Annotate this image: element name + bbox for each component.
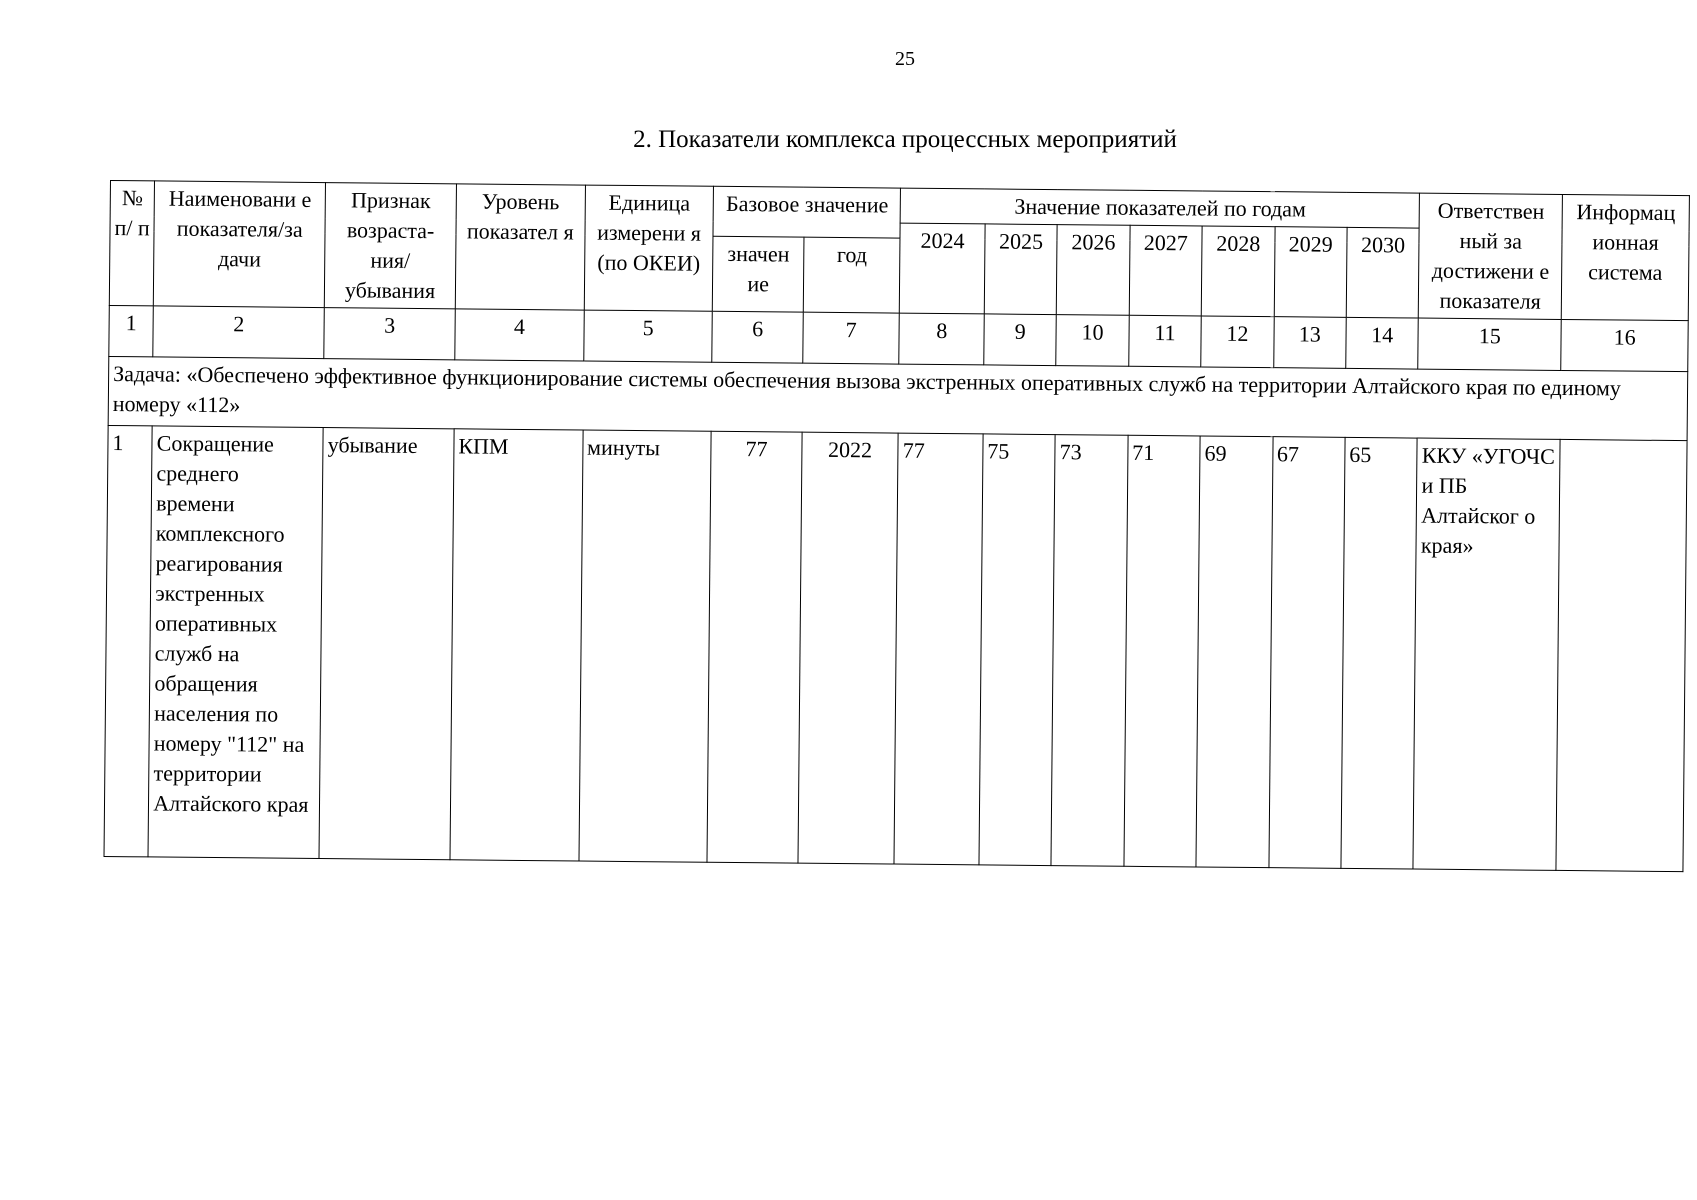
column-number: 12 [1201, 316, 1274, 368]
column-number: 13 [1273, 317, 1346, 369]
column-number: 10 [1056, 315, 1129, 367]
column-number: 1 [109, 305, 154, 356]
header-by-years: Значение показателей по годам [901, 188, 1420, 228]
column-number: 4 [455, 309, 584, 361]
cell-info-system [1556, 439, 1687, 871]
cell-year-value: 67 [1268, 437, 1345, 869]
cell-base-year: 2022 [798, 432, 899, 864]
column-number: 8 [899, 313, 984, 365]
header-year: 2026 [1057, 225, 1130, 316]
cell-year-value: 71 [1124, 435, 1201, 867]
column-number: 5 [583, 310, 712, 362]
section-title: 2. Показатели комплекса процессных мероприятий [633, 126, 1177, 153]
column-number: 3 [324, 308, 455, 360]
cell-year-value: 65 [1341, 437, 1418, 869]
table-row [104, 425, 1687, 871]
column-number: 6 [712, 311, 803, 363]
header-year: 2024 [900, 223, 985, 314]
header-responsible: Ответствен ный за достижени е показателя [1419, 193, 1563, 319]
header-num: № п/ п [109, 181, 154, 306]
cell-name: Сокращение среднего времени комплексного реагирования экстренных оперативных служб на обращения населения по номеру "112" на территории Алтайского края [148, 426, 323, 859]
column-number: 2 [153, 306, 324, 359]
header-year: 2028 [1201, 226, 1274, 317]
header-year: 2029 [1274, 227, 1347, 318]
column-number: 11 [1128, 315, 1201, 367]
header-unit: Единица измерени я (по ОКЕИ) [584, 185, 714, 311]
header-level: Уровень показател я [455, 184, 585, 310]
header-base-value: значен ие [713, 236, 804, 312]
cell-level: КПМ [450, 429, 583, 861]
column-number: 14 [1346, 317, 1419, 369]
column-number: 15 [1418, 318, 1561, 370]
cell-year-value: 69 [1196, 436, 1273, 868]
cell-unit: минуты [579, 430, 712, 862]
cell-year-value: 73 [1051, 435, 1128, 867]
header-info-system: Информац ионная система [1561, 194, 1689, 320]
header-trend: Признак возраста- ния/ убывания [325, 183, 457, 309]
indicators-table [104, 180, 1690, 872]
header-name: Наименовани е показателя/за дачи [154, 181, 326, 308]
cell-year-value: 77 [894, 433, 983, 865]
cell-year-value: 75 [979, 434, 1056, 866]
header-year: 2027 [1129, 225, 1202, 316]
header-base: Базовое значение [713, 186, 901, 238]
cell-base-value: 77 [707, 431, 802, 863]
column-number: 16 [1561, 319, 1688, 371]
cell-num: 1 [104, 425, 152, 856]
page-number: 25 [895, 48, 915, 70]
column-number: 7 [803, 312, 900, 364]
cell-trend: убывание [319, 428, 454, 860]
header-year: 2030 [1346, 227, 1419, 318]
header-year: 2025 [984, 224, 1057, 315]
header-base-year: год [803, 237, 900, 313]
cell-responsible: ККУ «УГОЧС и ПБ Алтайског о края» [1413, 438, 1560, 870]
task-text: Задача: «Обеспечено эффективное функционирование системы обеспечения вызова экстренных оперативных служб на территории Алтайского края по единому номеру «112» [108, 356, 1688, 440]
column-number: 9 [984, 314, 1057, 366]
